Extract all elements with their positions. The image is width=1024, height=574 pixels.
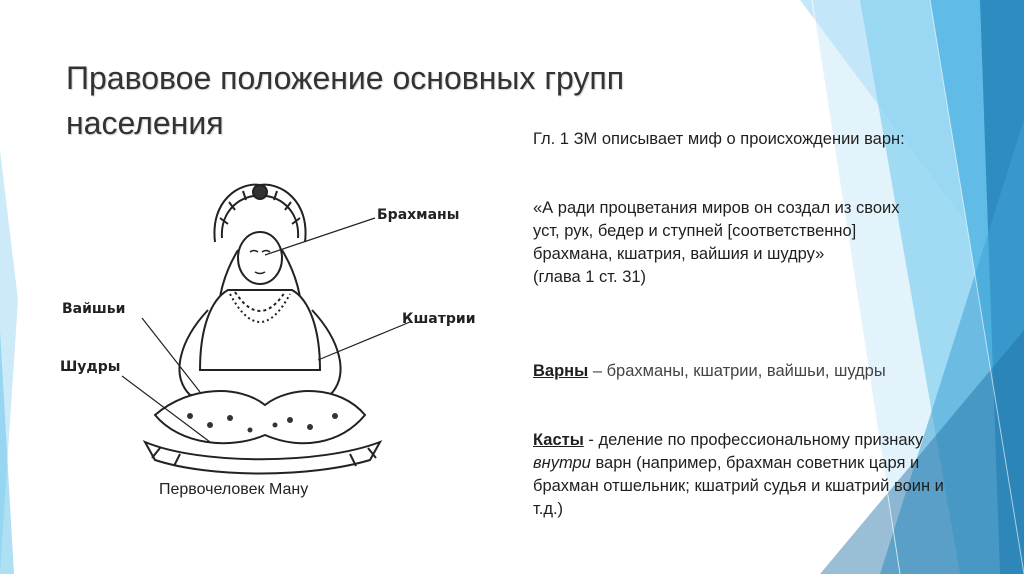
manu-illustration (50, 180, 500, 480)
caste-term: Касты (533, 431, 584, 449)
caste-emphasis: внутри (533, 454, 591, 472)
label-brahmins: Брахманы (377, 207, 460, 223)
slide-title: Правовое положение основных групп населения (66, 60, 625, 141)
quote-line: «А ради процветания миров он создал из своих (533, 199, 900, 217)
seated-figure-drawing (50, 180, 500, 480)
caste-definition (533, 429, 978, 521)
varna-def-text: – брахманы, кшатрии, вайшьи, шудры (588, 362, 886, 380)
quote-reference: (глава 1 ст. 31) (533, 268, 647, 286)
caste-def-text: - деление по профессиональному признаку (583, 431, 924, 449)
varna-definition (533, 360, 886, 383)
label-kshatriyas: Кшатрии (402, 311, 476, 327)
quote-block (533, 197, 900, 289)
figure-caption: Первочеловек Ману (159, 481, 309, 498)
varna-term: Варны (533, 362, 589, 380)
intro-text: Гл. 1 ЗМ описывает миф о происхождении варн: (533, 130, 905, 148)
quote-line: брахмана, кшатрия, вайшия и шудру» (533, 245, 825, 263)
label-vaishyas: Вайшьи (62, 301, 126, 317)
label-shudras: Шудры (60, 359, 121, 375)
caste-def-text-2: варн (например, брахман советник царя и брахман отшельник; кшатрий судья и кшатрий воин и т.д.) (533, 454, 944, 518)
quote-line: уст, рук, бедер и ступней [соответственно] (533, 222, 857, 240)
